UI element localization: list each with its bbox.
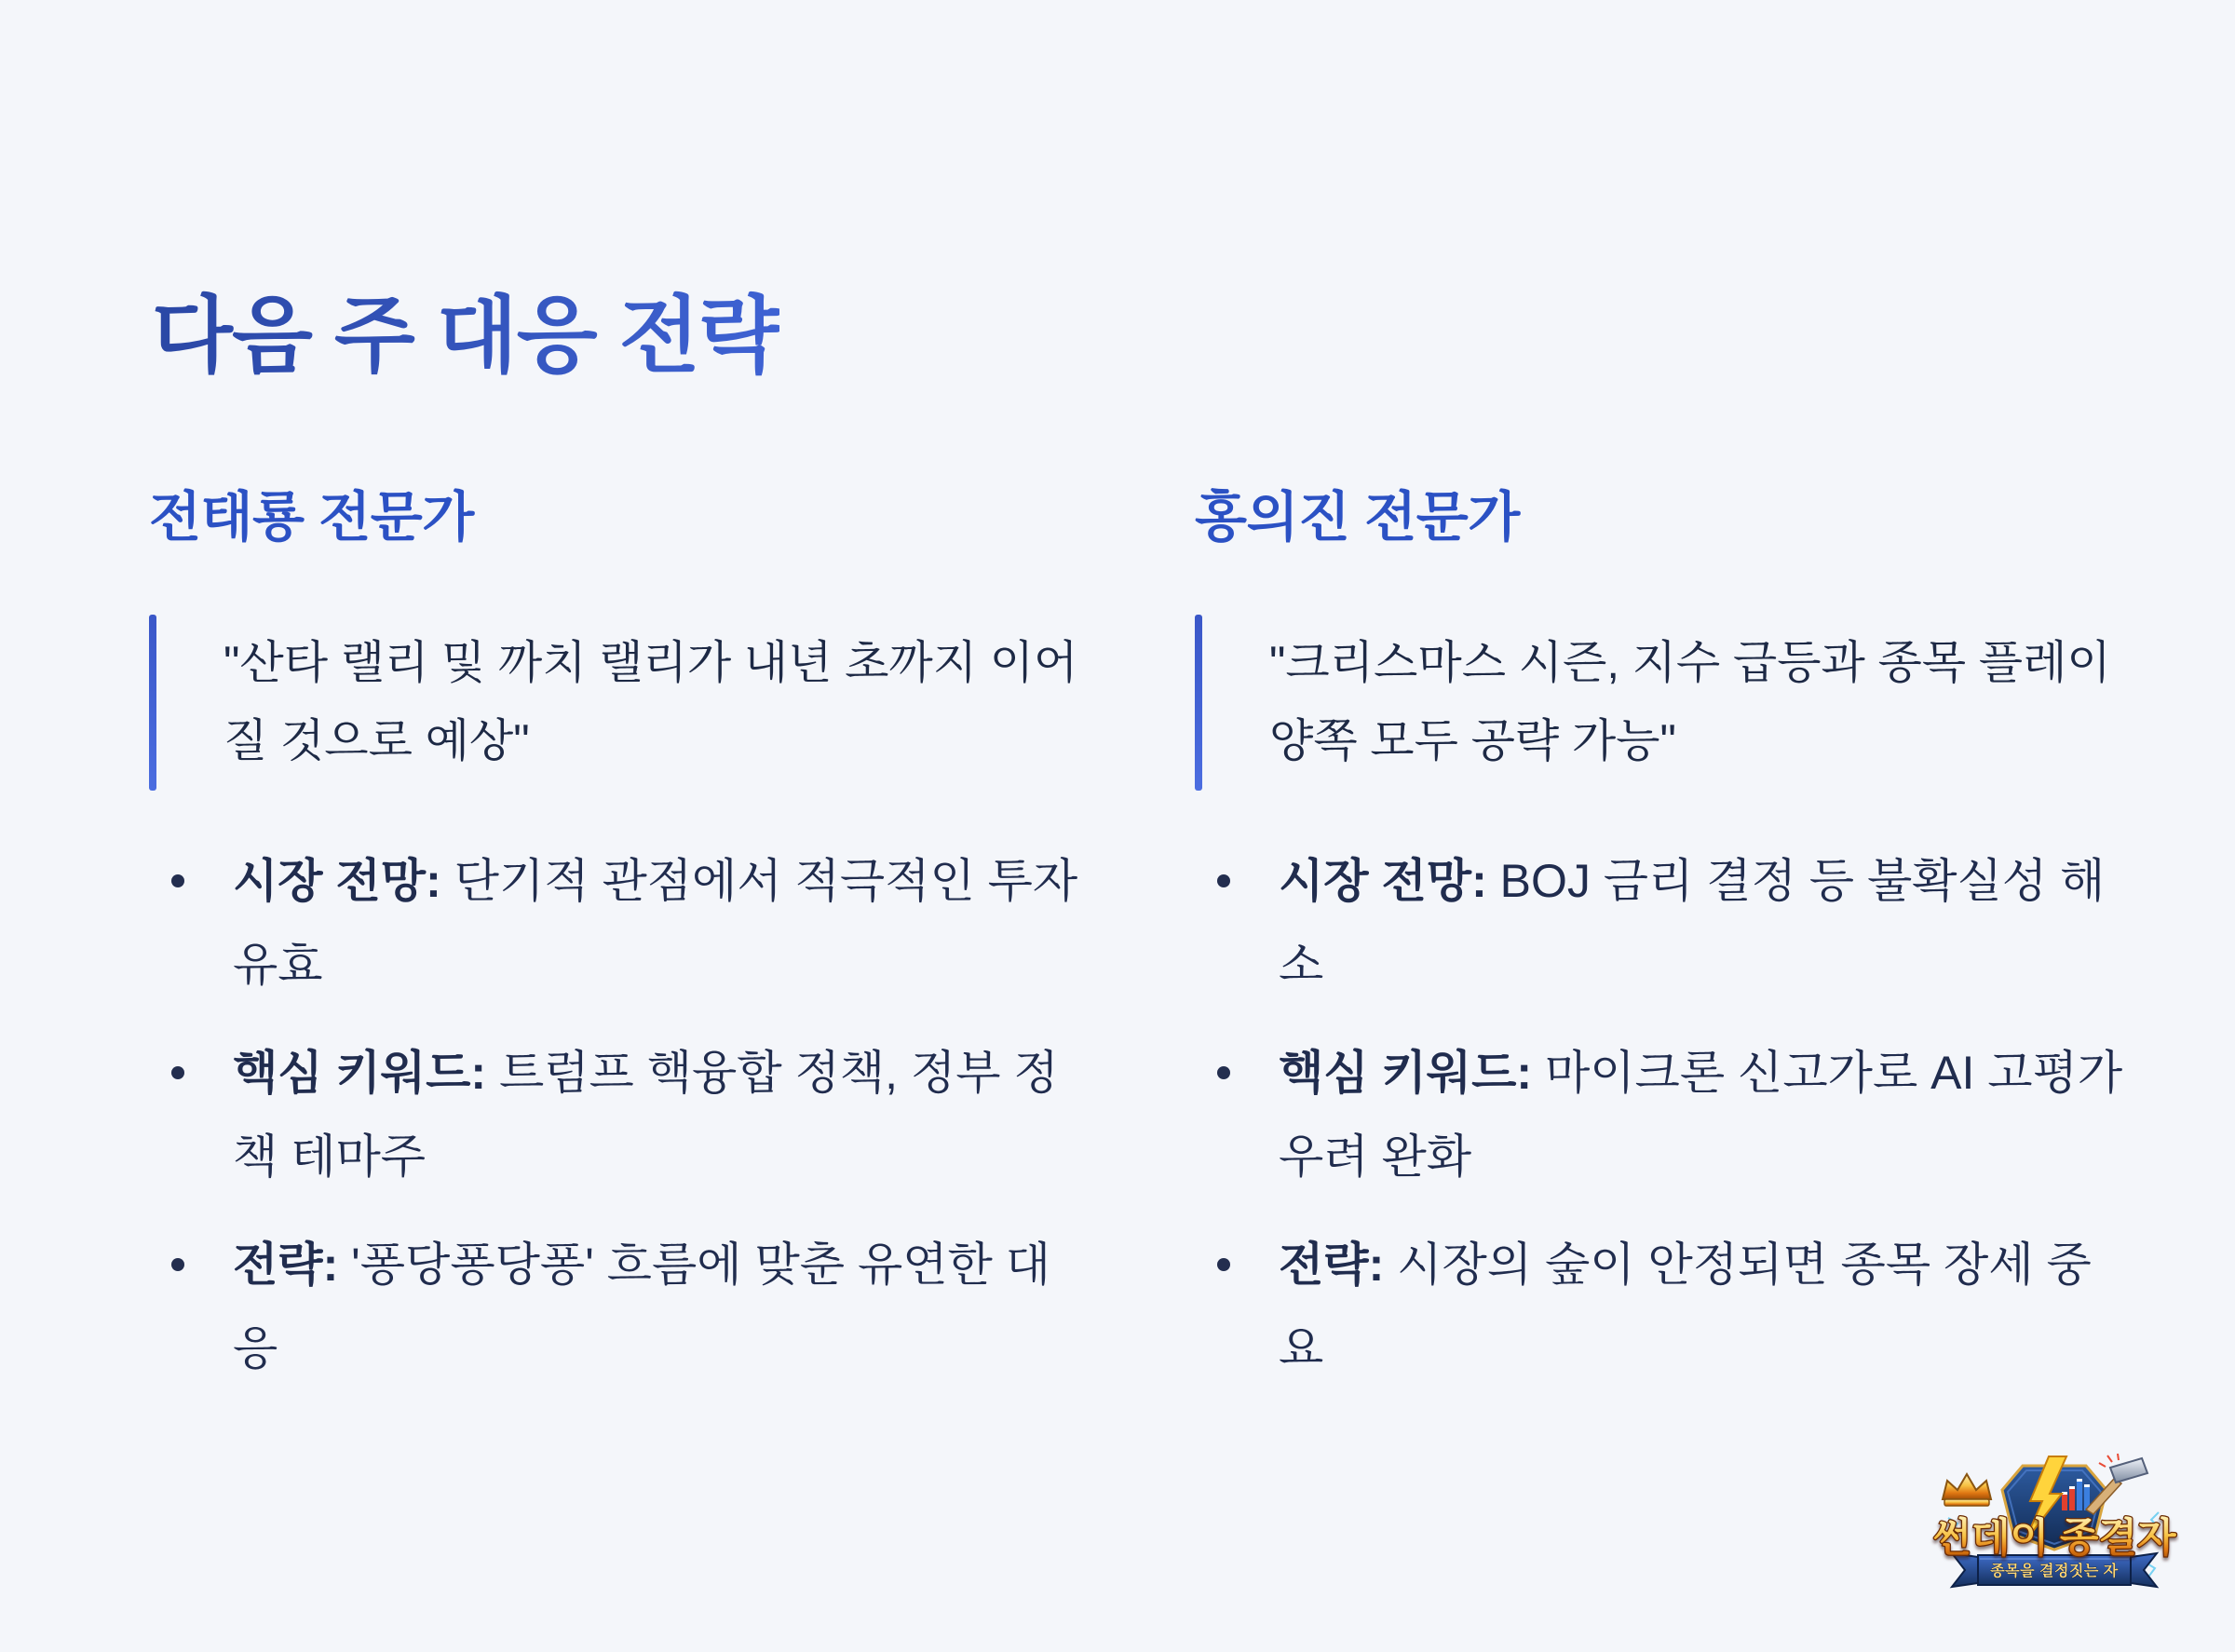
experts-columns [149, 484, 2135, 1415]
bullet-list [149, 839, 1080, 1390]
list-item [1195, 839, 2135, 1007]
bullet-list [1195, 839, 2135, 1390]
logo-title: 썬데이 종결자 [1932, 1516, 2176, 1561]
expert-quote: "크리스마스 시즌, 지수 급등과 종목 플레이 양쪽 모두 공략 가능" [1195, 615, 2135, 791]
bullet-text: 시장의 숲이 안정되면 종목 장세 중요 [1279, 1238, 2092, 1374]
list-item [149, 1031, 1080, 1198]
expert-column-jeon [149, 484, 1080, 1415]
crown-icon [1943, 1474, 1991, 1506]
bullet-text: 단기적 관점에서 적극적인 투자 유효 [233, 854, 1078, 991]
list-item [149, 1223, 1080, 1390]
bullet-label: 시장 전망: [1279, 854, 1487, 907]
expert-column-hong [1195, 484, 2135, 1415]
bullet-label: 핵심 키워드: [1279, 1046, 1533, 1099]
page-title: 다음 주 대응 전략 [152, 289, 779, 386]
expert-quote: "산타 랠리 및 까치 랠리가 내년 초까지 이어질 것으로 예상" [149, 615, 1080, 791]
bullet-text: 트럼프 핵융합 정책, 정부 정책 테마주 [233, 1046, 1059, 1183]
list-item [1195, 1223, 2135, 1390]
bullet-label: 전략: [233, 1238, 339, 1291]
bullet-text: 마이크론 신고가로 AI 고평가 우려 완화 [1279, 1046, 2123, 1183]
show-logo [1930, 1453, 2179, 1592]
logo-subtitle: 종목을 결정짓는 자 [1990, 1564, 2119, 1579]
bullet-text: '퐁당퐁당퐁' 흐름에 맞춘 유연한 대응 [233, 1238, 1051, 1374]
bullet-label: 전략: [1279, 1238, 1385, 1291]
list-item [149, 839, 1080, 1007]
bullet-label: 시장 전망: [233, 854, 441, 907]
bullet-label: 핵심 키워드: [233, 1046, 487, 1099]
expert-name: 홍의진 전문가 [1195, 487, 1520, 548]
bullet-text: BOJ 금리 결정 등 불확실성 해소 [1279, 854, 2106, 991]
expert-name: 전태룡 전문가 [149, 487, 474, 548]
list-item [1195, 1031, 2135, 1198]
